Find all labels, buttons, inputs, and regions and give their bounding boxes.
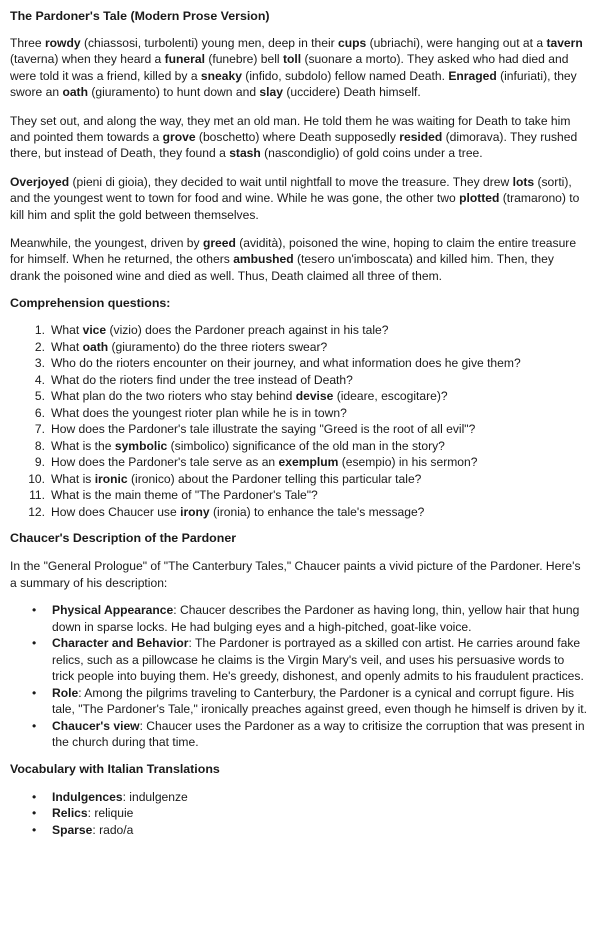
paragraph-2	[10, 113, 614, 162]
text-run: (infuriati), they	[496, 68, 577, 83]
question-text	[51, 388, 448, 405]
vocab-term: slay	[259, 85, 283, 100]
text-run: (simbolico) significance of the old man in the story?	[167, 438, 445, 453]
comprehension-question-list	[10, 322, 614, 520]
text-run: (giuramento) to hunt down and	[87, 85, 260, 100]
vocab-term: symbolic	[114, 438, 168, 453]
vocab-term: Sparse	[52, 822, 93, 837]
vocab-term: sneaky	[200, 68, 242, 83]
text-line	[10, 113, 614, 129]
question-text	[51, 454, 477, 471]
vocab-term: Role	[52, 685, 79, 700]
text-run: What does the youngest rioter plan while he is in town?	[51, 405, 347, 420]
description-bullet	[10, 685, 614, 718]
vocab-term: oath	[82, 339, 109, 354]
text-line	[10, 575, 614, 591]
vocab-term: resided	[399, 130, 443, 145]
vocab-term: Relics	[52, 806, 88, 821]
bullet-line	[52, 668, 614, 685]
text-line	[10, 207, 614, 223]
question-text	[51, 322, 389, 339]
bullet-line	[52, 718, 614, 735]
vocab-term: stash	[229, 146, 261, 161]
vocabulary-item	[10, 822, 614, 839]
description-bullet	[10, 602, 614, 635]
bullet-icon: •	[32, 789, 37, 804]
bullet-line	[52, 602, 614, 619]
text-run: and the youngest went to town for food and wine. While he was gone, the other two	[10, 191, 460, 206]
text-run: What is the main theme of "The Pardoner's Tale"?	[51, 488, 318, 503]
vocab-term: Indulgences	[52, 789, 123, 804]
text-run: : Among the pilgrims traveling to Canterbury, the Pardoner is a cynical and corrupt figure. His	[78, 685, 575, 700]
question-text	[51, 438, 445, 455]
vocab-term: Overjoyed	[10, 174, 70, 189]
text-run: (tesero un'imboscata) and killed him. Then, they	[293, 252, 554, 267]
text-run: down in sparse locks. He had bulging eyes and a high-pitched, goat-like voice.	[52, 619, 472, 634]
bullet-icon: •	[32, 718, 37, 733]
text-run: How does the Pardoner's tale serve as an	[51, 455, 279, 470]
vocab-term: Chaucer's view	[52, 718, 140, 733]
bullet-icon: •	[32, 822, 37, 837]
vocab-term: funeral	[164, 52, 205, 67]
question-number: 8.	[34, 438, 45, 453]
text-run: drank the poisoned wine and died as well. Thus, Death claimed all three of them.	[10, 268, 443, 283]
text-run: (sorti),	[534, 174, 572, 189]
text-run: (vizio) does the Pardoner preach against in his tale?	[106, 323, 389, 338]
question-number: 1.	[34, 323, 45, 338]
page-title: The Pardoner's Tale (Modern Prose Version)	[10, 9, 270, 23]
text-line	[10, 129, 614, 145]
question-number: 10.	[28, 471, 45, 486]
vocab-term: oath	[62, 85, 88, 100]
bullet-line	[52, 652, 614, 669]
question-number: 12.	[28, 504, 45, 519]
bullet-line	[52, 635, 614, 652]
paragraph-1	[10, 35, 614, 101]
question-number: 7.	[34, 422, 45, 437]
text-run: (tramarono) to	[499, 191, 580, 206]
vocab-term: ironic	[94, 471, 128, 486]
question-item	[10, 322, 614, 339]
text-run: : Chaucer describes the Pardoner as having long, thin, yellow hair that hung	[173, 603, 580, 618]
paragraph-4	[10, 235, 614, 284]
question-item	[10, 421, 614, 438]
text-run: : The Pardoner is portrayed as a skilled con artist. He carries around fake	[188, 636, 581, 651]
bullet-icon: •	[32, 636, 37, 651]
text-run: (uccidere) Death himself.	[282, 85, 421, 100]
vocabulary-heading: Vocabulary with Italian Translations	[10, 761, 220, 776]
question-item	[10, 388, 614, 405]
vocab-term: plotted	[459, 191, 500, 206]
vocabulary-item	[10, 805, 614, 822]
text-run: (infido, subdolo) fellow named Death.	[241, 68, 449, 83]
vocab-term: greed	[202, 236, 236, 251]
vocab-term: devise	[295, 389, 334, 404]
question-number: 6.	[34, 405, 45, 420]
question-item	[10, 487, 614, 504]
text-run: the church during that time.	[52, 735, 199, 750]
text-run: Who do the rioters encounter on their journey, and what information does he give them?	[51, 356, 521, 371]
text-run: : Chaucer uses the Pardoner as a way to critisize the corruption that was present in	[139, 718, 585, 733]
text-run: What plan do the two rioters who stay behind	[51, 389, 296, 404]
vocabulary-list	[10, 789, 614, 839]
bullet-icon: •	[32, 603, 37, 618]
text-run: : rado/a	[92, 822, 134, 837]
question-item	[10, 339, 614, 356]
bullet-line	[52, 685, 614, 702]
vocab-term: cups	[338, 36, 367, 50]
text-run: there, but instead of Death, they found a	[10, 146, 230, 161]
text-line	[10, 268, 614, 284]
text-run: In the "General Prologue" of "The Canterbury Tales," Chaucer paints a vivid picture of the Pardoner. Here's	[10, 559, 581, 574]
vocab-term: exemplum	[278, 455, 339, 470]
text-line	[10, 145, 614, 161]
text-run: They set out, and along the way, they met an old man. He told them he was waiting for Death to take him	[10, 113, 571, 128]
vocab-term: grove	[162, 130, 196, 145]
description-intro	[10, 558, 614, 591]
vocab-term: tavern	[546, 36, 583, 50]
text-line	[10, 558, 614, 574]
vocab-term: lots	[512, 174, 535, 189]
text-run: (esempio) in his sermon?	[338, 455, 478, 470]
question-number: 9.	[34, 455, 45, 470]
comprehension-heading: Comprehension questions:	[10, 296, 171, 311]
text-run: What	[51, 323, 83, 338]
text-run: (ironico) about the Pardoner telling this particular tale?	[127, 471, 422, 486]
text-line	[10, 51, 614, 67]
question-text	[51, 487, 318, 504]
question-text	[51, 405, 347, 422]
question-item	[10, 355, 614, 372]
text-run: What do the rioters find under the tree instead of Death?	[51, 372, 353, 387]
vocab-term: Enraged	[448, 68, 497, 83]
bullet-icon: •	[32, 685, 37, 700]
text-run: swore an	[10, 85, 63, 100]
text-run: (nascondiglio) of gold coins under a tree.	[260, 146, 483, 161]
text-line	[10, 35, 614, 51]
question-text	[51, 355, 521, 372]
description-bullet-list	[10, 602, 614, 751]
question-text	[51, 471, 421, 488]
vocab-term: irony	[180, 504, 210, 519]
text-run: (dimorava). They rushed	[442, 130, 578, 145]
bullet-line	[52, 619, 614, 636]
text-line	[10, 68, 614, 84]
description-heading: Chaucer's Description of the Pardoner	[10, 531, 237, 546]
text-run: (ironia) to enhance the tale's message?	[209, 504, 425, 519]
question-number: 4.	[34, 372, 45, 387]
text-run: relics, such as a pillowcase he claims is the Virgin Mary's veil, and uses his persuasive words to	[52, 652, 565, 667]
text-run: (pieni di gioia), they decided to wait until nightfall to move the treasure. They drew	[69, 174, 513, 189]
question-number: 5.	[34, 389, 45, 404]
text-run: : indulgenze	[122, 789, 188, 804]
question-item	[10, 504, 614, 521]
text-run: How does Chaucer use	[51, 504, 181, 519]
bullet-line	[52, 701, 614, 718]
text-run: (suonare a morto). They asked who had died and	[301, 52, 569, 67]
paragraph-3	[10, 174, 614, 223]
text-run: (funebre) bell	[204, 52, 283, 67]
question-text	[51, 504, 424, 521]
vocab-term: toll	[282, 52, 302, 67]
text-run: (chiassosi, turbolenti) young men, deep in their	[80, 36, 339, 50]
text-run: were told it was a friend, killed by a	[10, 68, 201, 83]
text-run: Three	[10, 36, 45, 50]
question-item	[10, 438, 614, 455]
question-number: 11.	[29, 488, 45, 503]
text-run: and pointed them towards a	[10, 130, 163, 145]
text-run: tale, "The Pardoner's Tale," ironically preaches against greed, even though he himself is driven by it.	[52, 702, 588, 717]
bullet-line	[52, 734, 614, 751]
description-bullet	[10, 718, 614, 751]
text-run: for himself. When he returned, the others	[10, 252, 234, 267]
text-run: What is the	[51, 438, 115, 453]
vocabulary-item	[10, 789, 614, 806]
text-run: : reliquie	[87, 806, 134, 821]
vocab-term: Physical Appearance	[52, 603, 174, 618]
vocab-term: Character and Behavior	[52, 636, 189, 651]
text-run: trick people into buying them. He's greedy, dishonest, and openly admits to his fraudulent practices.	[52, 669, 584, 684]
question-item	[10, 471, 614, 488]
question-item	[10, 405, 614, 422]
text-line	[10, 251, 614, 267]
text-run: What is	[51, 471, 95, 486]
text-run: What	[51, 339, 83, 354]
text-run: Meanwhile, the youngest, driven by	[10, 236, 203, 251]
text-run: (boschetto) where Death supposedly	[195, 130, 400, 145]
question-item	[10, 454, 614, 471]
text-line	[10, 190, 614, 206]
question-item	[10, 372, 614, 389]
question-number: 2.	[34, 339, 45, 354]
text-line	[10, 84, 614, 100]
text-run: a summary of his description:	[10, 575, 168, 590]
text-run: (giuramento) do the three rioters swear?	[108, 339, 328, 354]
vocab-term: ambushed	[233, 252, 294, 267]
text-run: (ubriachi), were hanging out at a	[366, 36, 547, 50]
description-bullet	[10, 635, 614, 685]
text-run: (ideare, escogitare)?	[333, 389, 448, 404]
text-run: (avidità), poisoned the wine, hoping to claim the entire treasure	[235, 236, 577, 251]
text-run: (taverna) when they heard a	[10, 52, 165, 67]
question-text	[51, 339, 327, 356]
text-line	[10, 174, 614, 190]
vocab-term: vice	[82, 323, 107, 338]
text-line	[10, 235, 614, 251]
text-run: kill him and split the gold between themselves.	[10, 207, 259, 222]
text-run: How does the Pardoner's tale illustrate the saying "Greed is the root of all evil"?	[51, 422, 476, 437]
question-text	[51, 421, 475, 438]
bullet-icon: •	[32, 806, 37, 821]
question-text	[51, 372, 353, 389]
question-number: 3.	[34, 356, 45, 371]
vocab-term: rowdy	[44, 36, 81, 50]
